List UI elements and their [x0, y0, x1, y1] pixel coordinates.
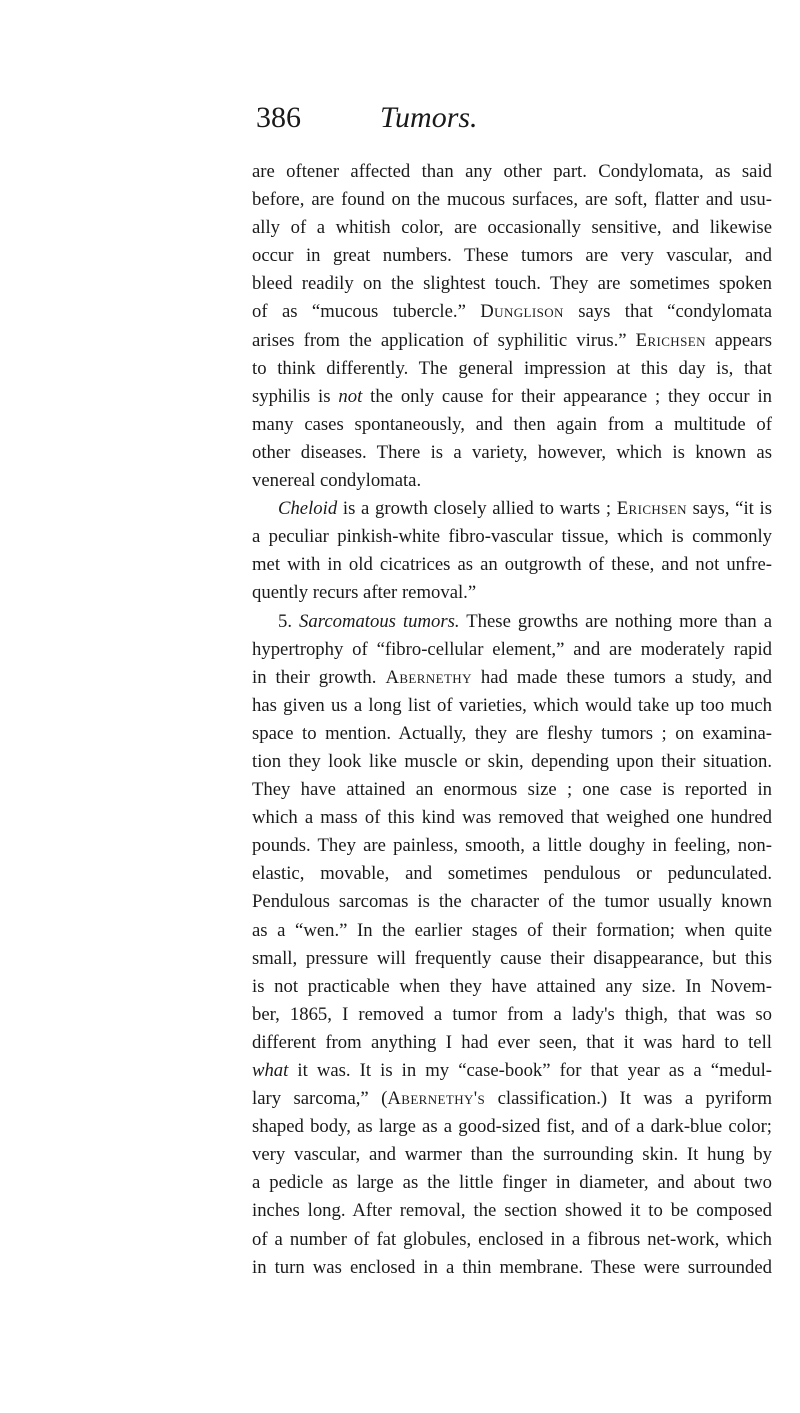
text-segment: are oftener affected than any other part. Condylomata, as said — [252, 161, 772, 182]
text-segment: of as “mucous tubercle.” — [252, 301, 481, 323]
text-line — [252, 636, 772, 664]
page-number: 386 — [256, 101, 301, 134]
text-segment: says, “it is — [686, 498, 772, 520]
text-line — [252, 720, 772, 748]
author-name: Erichsen — [616, 498, 687, 520]
text-line — [252, 270, 772, 298]
text-line — [252, 776, 772, 804]
text-segment: pounds. They are painless, smooth, a little doughy in feeling, non- — [252, 835, 772, 857]
text-line — [252, 692, 772, 720]
text-line — [252, 1113, 772, 1141]
text-line — [252, 945, 772, 973]
text-segment: many cases spontaneously, and then again from a multitude of — [252, 413, 772, 435]
text-segment: met with in old cicatrices as an outgrowth of these, and not unfre- — [252, 554, 772, 576]
text-line — [252, 327, 772, 355]
text-line — [252, 1197, 772, 1225]
text-line — [252, 1029, 772, 1057]
text-line — [252, 1254, 772, 1282]
text-segment: shaped body, as large as a good-sized fist, and of a dark-blue color; — [252, 1116, 772, 1138]
text-line — [252, 439, 772, 467]
text-segment: syphilis is — [252, 385, 339, 407]
text-segment: They have attained an enormous size ; one case is reported in — [252, 779, 772, 801]
text-segment: inches long. After removal, the section showed it to be composed — [252, 1200, 772, 1222]
author-name: Abernethy — [385, 666, 472, 688]
text-segment: is not practicable when they have attained any size. In Novem- — [252, 975, 772, 997]
text-segment: ber, 1865, I removed a tumor from a lady's thigh, that was so — [252, 1003, 772, 1025]
text-segment: in their growth. — [252, 666, 386, 688]
text-line — [252, 804, 772, 832]
text-segment: is a growth closely allied to warts ; — [337, 498, 617, 520]
text-segment: says that “condylomata — [563, 301, 772, 323]
text-segment: appears — [705, 329, 772, 351]
text-segment: 5. — [278, 610, 300, 632]
emphasis-text: Cheloid — [278, 498, 338, 520]
text-line — [252, 1226, 772, 1254]
text-segment: before, are found on the mucous surfaces, are soft, flatter and usu- — [252, 189, 772, 211]
text-line — [252, 917, 772, 945]
emphasis-text: not — [338, 385, 363, 407]
text-line — [252, 748, 772, 776]
text-segment: These growths are nothing more than a — [459, 610, 772, 632]
text-segment: other diseases. There is a variety, however, which is known as — [252, 441, 772, 463]
text-segment: ally of a whitish color, are occasionally sensitive, and likewise — [252, 217, 772, 239]
text-line — [252, 860, 772, 888]
body-text — [252, 158, 772, 1282]
text-line — [252, 1001, 772, 1029]
text-segment: lary sarcoma,” ( — [252, 1088, 388, 1110]
text-line — [252, 523, 772, 551]
text-segment: of a number of fat globules, enclosed in a fibrous net-work, which — [252, 1228, 772, 1250]
text-line — [252, 383, 772, 411]
text-line — [252, 158, 772, 186]
text-segment: to think differently. The general impression at this day is, that — [252, 357, 772, 379]
text-line — [252, 888, 772, 916]
text-segment: tion they look like muscle or skin, depending upon their situation. — [252, 750, 772, 772]
author-name: Erichsen — [635, 329, 706, 351]
text-segment: as a “wen.” In the earlier stages of their formation; when quite — [252, 919, 772, 941]
text-segment: it was. It is in my “case-book” for that year as a “medul- — [288, 1060, 772, 1081]
text-segment: occur in great numbers. These tumors are very vascular, and — [252, 245, 772, 267]
author-name: Abernethy's — [387, 1088, 486, 1110]
text-segment: space to mention. Actually, they are fleshy tumors ; on examina- — [252, 722, 772, 744]
text-segment: small, pressure will frequently cause their disappearance, but this — [252, 947, 772, 969]
text-segment: Pendulous sarcomas is the character of the tumor usually known — [252, 891, 772, 913]
text-segment: elastic, movable, and sometimes pendulous or pedunculated. — [252, 863, 772, 885]
text-line — [252, 186, 772, 214]
text-line — [252, 832, 772, 860]
text-line — [252, 411, 772, 439]
text-segment: a peculiar pinkish-white fibro-vascular tissue, which is commonly — [252, 526, 772, 548]
text-line — [252, 1169, 772, 1197]
author-name: Dunglison — [480, 301, 564, 323]
text-segment: in turn was enclosed in a thin membrane. These were surrounded — [252, 1256, 772, 1278]
text-line — [252, 1141, 772, 1169]
text-line — [252, 214, 772, 242]
text-segment: different from anything I had ever seen, that it was hard to tell — [252, 1031, 772, 1053]
text-segment: venereal condylomata. — [252, 470, 422, 492]
text-segment: had made these tumors a study, and — [471, 666, 772, 688]
text-segment: very vascular, and warmer than the surrounding skin. It hung by — [252, 1144, 772, 1166]
text-line — [252, 664, 772, 692]
text-line — [252, 973, 772, 1001]
text-segment: classification.) It was a pyriform — [485, 1088, 772, 1110]
text-line — [252, 298, 772, 326]
text-line — [252, 467, 772, 495]
text-segment: the only cause for their appearance ; they occur in — [362, 385, 772, 407]
text-line — [252, 1085, 772, 1113]
text-line — [252, 495, 772, 523]
emphasis-text: Sarcomatous tumors. — [299, 610, 460, 632]
text-line — [252, 608, 772, 636]
text-line — [252, 1057, 772, 1085]
text-segment: quently recurs after removal.” — [252, 582, 477, 604]
text-segment: hypertrophy of “fibro-cellular element,” and are moderately rapid — [252, 638, 772, 660]
text-line — [252, 551, 772, 579]
text-line — [252, 355, 772, 383]
text-segment: which a mass of this kind was removed that weighed one hundred — [252, 807, 772, 829]
text-line — [252, 242, 772, 270]
text-line — [252, 579, 772, 607]
text-segment: bleed readily on the slightest touch. They are sometimes spoken — [252, 273, 772, 295]
text-segment: arises from the application of syphilitic virus.” — [252, 329, 636, 351]
text-segment: has given us a long list of varieties, which would take up too much — [252, 694, 772, 716]
emphasis-text: what — [252, 1060, 289, 1081]
text-segment: a pedicle as large as the little finger in diameter, and about two — [252, 1172, 772, 1194]
running-title: Tumors. — [380, 101, 478, 134]
page-header — [256, 98, 676, 138]
